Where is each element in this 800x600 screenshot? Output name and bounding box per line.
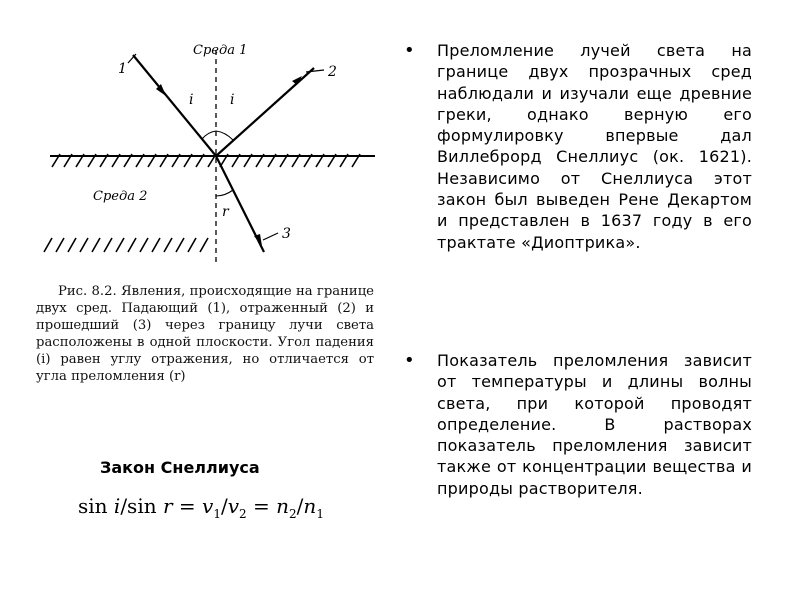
angle-i-right-label: i <box>230 92 235 108</box>
angle-arc-i-left <box>202 131 216 139</box>
angle-r-label: r <box>222 204 229 220</box>
incident-ray <box>133 55 216 156</box>
boundary-hatching-bottom <box>44 238 208 252</box>
refracted-ray-arrow <box>254 234 262 246</box>
medium1-label: Среда 1 <box>193 43 248 58</box>
bullet-dot: • <box>404 40 415 61</box>
ray3-label: 3 <box>282 226 291 242</box>
ray1-label: 1 <box>118 61 127 77</box>
snell-formula: sin i/sin $r = v_1/v_2 = n_2/n_1$ <box>78 494 324 521</box>
figure-caption <box>36 283 374 385</box>
medium2-label: Среда 2 <box>93 189 148 204</box>
bullet-text: Показатель преломления зависит от температуры и длины волны света, при которой проводят определение. В растворах показатель преломления зависит также от концентрации вещества и природы растворителя. <box>437 351 752 498</box>
angle-arc-i-right <box>216 131 233 140</box>
refraction-diagram <box>30 30 380 280</box>
angle-i-left-label: i <box>189 92 194 108</box>
ray2-label: 2 <box>328 64 337 80</box>
law-title: Закон Снеллиуса <box>100 458 260 477</box>
bullet-dot: • <box>404 350 415 371</box>
bullet-text: Преломление лучей света на границе двух прозрачных сред наблюдали и изучали еще древние греки, однако верную его формулировку впервые дал Виллеброрд Снеллиус (ок. 1621). Независимо от Снеллиуса этот закон был выведен Рене Декартом и представлен в 1637 году в его трактате «Диоптрика». <box>437 41 752 252</box>
angle-arc-r <box>216 190 233 196</box>
reflected-ray <box>216 68 314 156</box>
figure-caption-text: Рис. 8.2. Явления, происходящие на границе двух сред. Падающий (1), отраженный (2) и прошедший (3) через границу лучи света расположены в одной плоскости. Угол падения (i) равен углу отражения, но отличается от угла преломления (r) <box>36 284 374 384</box>
